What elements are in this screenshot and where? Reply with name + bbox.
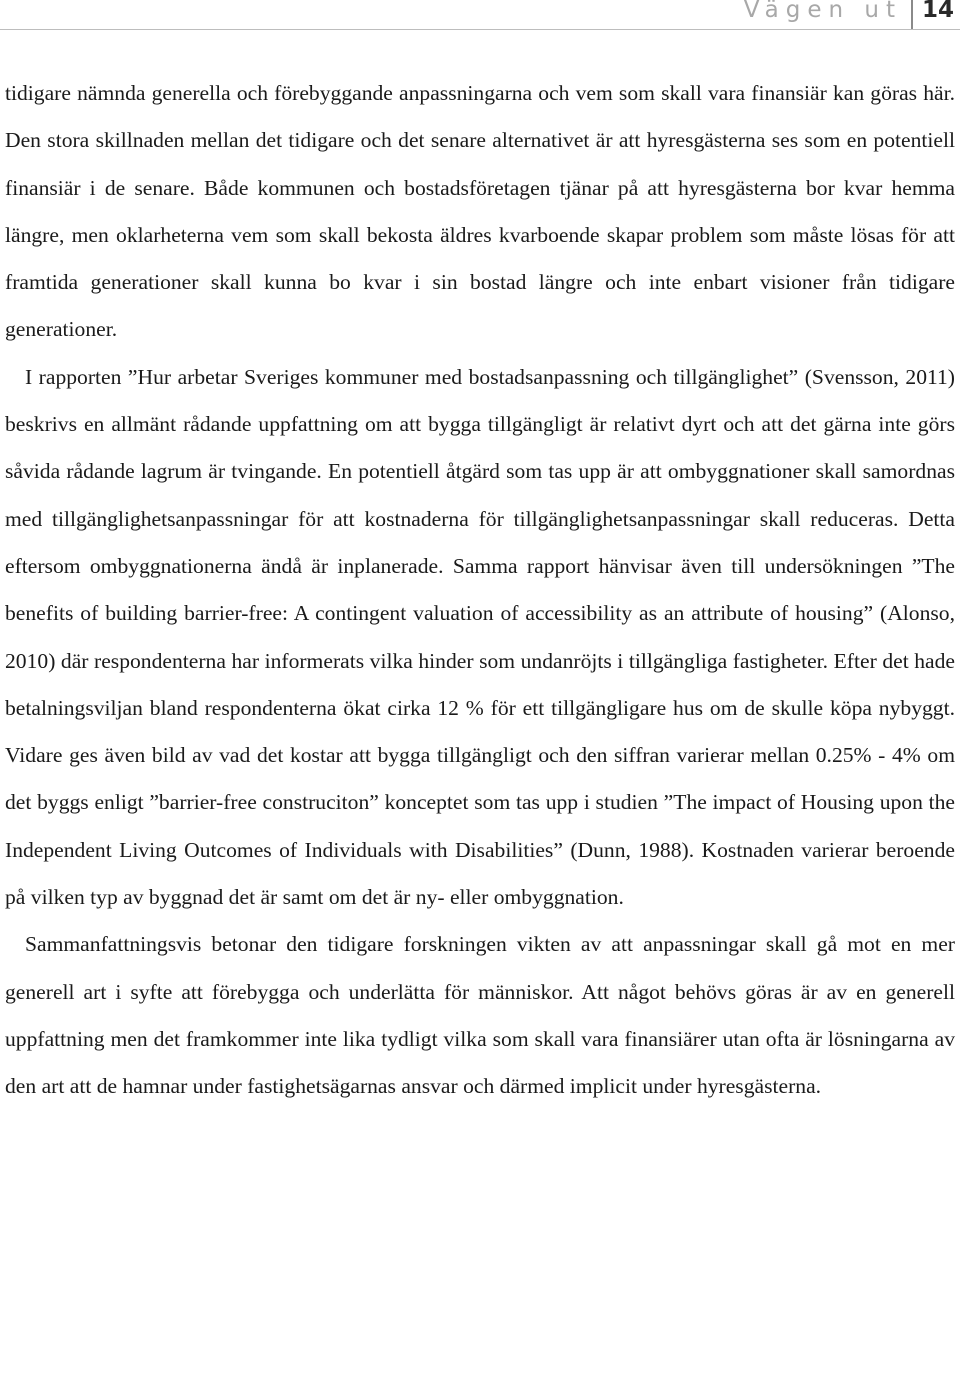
running-title: Vägen ut	[743, 0, 902, 23]
header-divider	[0, 29, 960, 30]
header-vertical-divider	[911, 0, 913, 29]
body-text	[5, 70, 955, 1111]
paragraph-sammanfattning: Sammanfattningsvis betonar den tidigare forskningen vikten av att anpassningar skall gå mot en mer generell art i syfte att förebygga och underlätta för människor. Att något behövs göras är av en generell uppfattning men det framkommer inte lika tydligt vilka som skall vara finansiärer utan ofta är lösningarna av den art att de hamnar under fastighetsägarnas ansvar och därmed implicit under hyresgästerna.	[5, 932, 955, 1099]
page-number: 14	[922, 0, 955, 23]
paragraph-continued: tidigare nämnda generella och förebyggande anpassningarna och vem som skall vara finansiär kan göras här. Den stora skillnaden mellan det tidigare och det senare alternativet är att hyresgästerna ses som en potentiell finansiär i de senare. Både kommunen och bostadsföretagen tjänar på att hyresgästerna bor kvar hemma längre, men oklarheterna vem som skall bekosta äldres kvarboende skapar problem som måste lösas för att framtida generationer skall kunna bo kvar i sin bostad längre och inte enbart visioner från tidigare generationer.	[5, 81, 955, 342]
paragraph-rapporten: I rapporten ”Hur arbetar Sveriges kommuner med bostadsanpassning och tillgänglighet” (Svensson, 2011) beskrivs en allmänt rådande uppfattning om att bygga tillgängligt är relativt dyrt och att det gärna inte görs såvida rådande lagrum är tvingande. En potentiell åtgärd som tas upp är att ombyggnationer skall samordnas med tillgänglighetsanpassningar för att kostnaderna för tillgänglighetsanpassningar skall reduceras. Detta eftersom ombyggnationerna ändå är inplanerade. Samma rapport hänvisar även till undersökningen ”The benefits of building barrier-free: A contingent valuation of accessibility as an attribute of housing” (Alonso, 2010) där respondenterna har informerats vilka hinder som undanröjts i tillgängliga fastigheter. Efter det hade betalningsviljan bland respondenterna ökat cirka 12 % för ett tillgängligare hus om de skulle köpa nybyggt. Vidare ges även bild av vad det kostar att bygga tillgängligt och den siffran varierar mellan 0.25% - 4% om det byggs enligt ”barrier-free construciton” konceptet som tas upp i studien ”The impact of Housing upon the Independent Living Outcomes of Individuals with Disabilities” (Dunn, 1988). Kostnaden varierar beroende på vilken typ av byggnad det är samt om det är ny- eller ombyggnation.	[5, 364, 955, 910]
page-header	[0, 0, 960, 30]
